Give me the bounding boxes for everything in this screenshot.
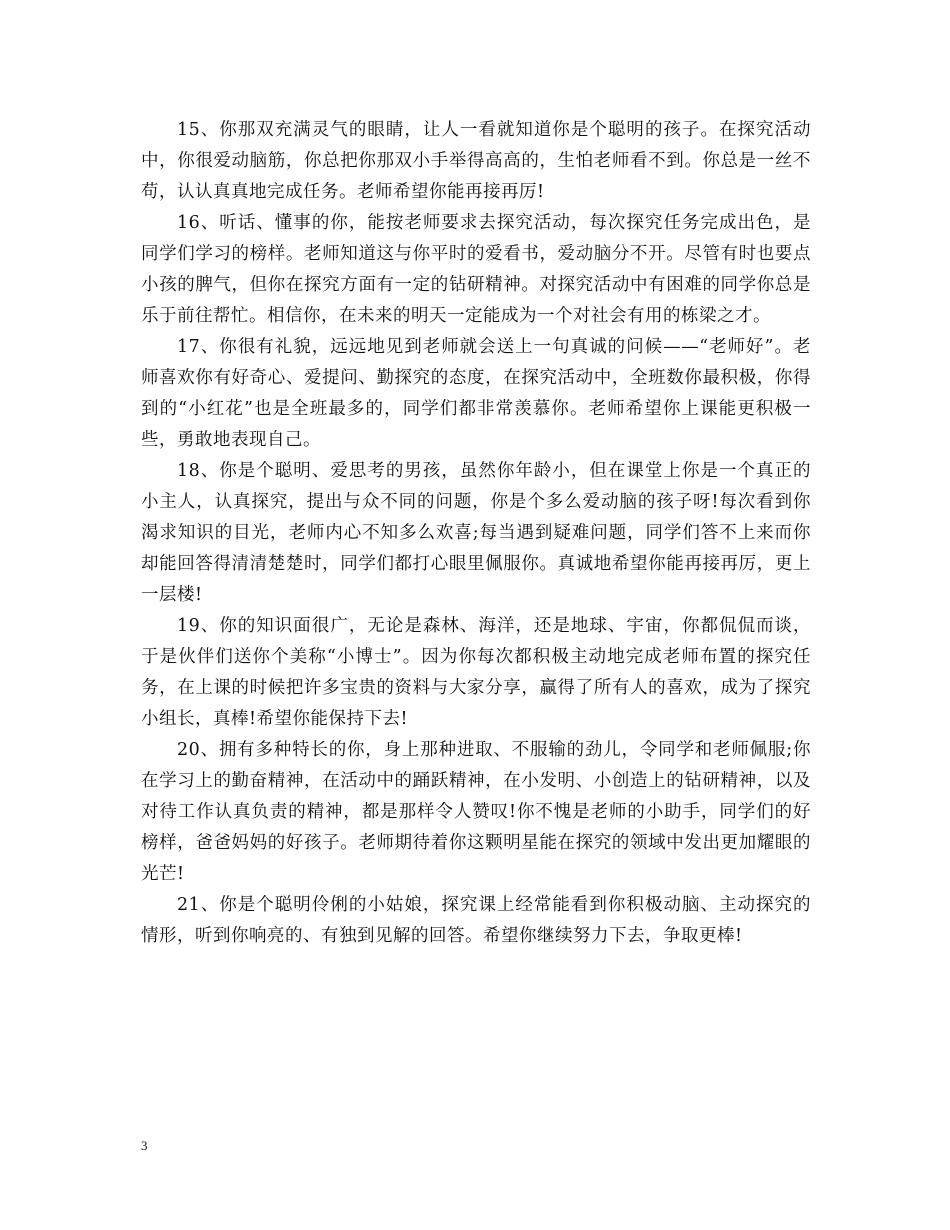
- comment-paragraph-18: 18、你是个聪明、爱思考的男孩，虽然你年龄小，但在课堂上你是一个真正的小主人，认真探究，提出与众不同的问题，你是个多么爱动脑的孩子呀!每次看到你渴求知识的目光，老师内心不知多么欢喜;每当遇到疑难问题，同学们答不上来而你却能回答得清清楚楚时，同学们都打心眼里佩服你。真诚地希望你能再接再厉，更上一层楼!: [141, 461, 811, 605]
- page-number: 3: [141, 1138, 148, 1153]
- comment-paragraph-21: 21、你是个聪明伶俐的小姑娘，探究课上经常能看到你积极动脑、主动探究的情形，听到你响亮的、有独到见解的回答。希望你继续努力下去，争取更棒!: [141, 895, 811, 946]
- comment-paragraph-17: 17、你很有礼貌，远远地见到老师就会送上一句真诚的问候——“老师好”。老师喜欢你有好奇心、爱提问、勤探究的态度，在探究活动中，全班数你最积极，你得到的“小红花”也是全班最多的，同学们都非常羡慕你。老师希望你上课能更积极一些，勇敢地表现自己。: [141, 337, 811, 450]
- comment-paragraph-16: 16、听话、懂事的你，能按老师要求去探究活动，每次探究任务完成出色，是同学们学习的榜样。老师知道这与你平时的爱看书，爱动脑分不开。尽管有时也要点小孩的脾气，但你在探究方面有一定的钻研精神。对探究活动中有困难的同学你总是乐于前往帮忙。相信你，在未来的明天一定能成为一个对社会有用的栋梁之才。: [141, 213, 811, 326]
- comment-paragraph-19: 19、你的知识面很广，无论是森林、海洋，还是地球、宇宙，你都侃侃而谈，于是伙伴们送你个美称“小博士”。因为你每次都积极主动地完成老师布置的探究任务，在上课的时候把许多宝贵的资料与大家分享，赢得了所有人的喜欢，成为了探究小组长，真棒!希望你能保持下去!: [141, 616, 811, 729]
- comment-paragraph-15: 15、你那双充满灵气的眼睛，让人一看就知道你是个聪明的孩子。在探究活动中，你很爱动脑筋，你总把你那双小手举得高高的，生怕老师看不到。你总是一丝不苟，认认真真地完成任务。老师希望你能再接再厉!: [141, 120, 811, 202]
- document-body: [141, 115, 811, 952]
- comment-paragraph-20: 20、拥有多种特长的你，身上那种进取、不服输的劲儿，令同学和老师佩服;你在学习上的勤奋精神，在活动中的踊跃精神，在小发明、小创造上的钻研精神，以及对待工作认真负责的精神，都是那样令人赞叹!你不愧是老师的小助手，同学们的好榜样，爸爸妈妈的好孩子。老师期待着你这颗明星能在探究的领域中发出更加耀眼的光芒!: [141, 740, 811, 884]
